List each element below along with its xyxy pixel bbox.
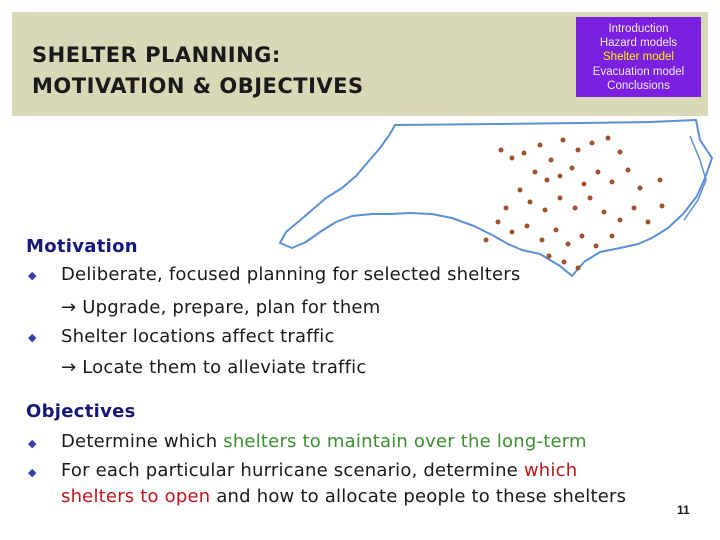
shelter-marker xyxy=(549,158,554,163)
nav-item-evacuation-model[interactable]: Evacuation model xyxy=(592,65,685,78)
shelter-marker xyxy=(545,178,550,183)
objectives-bullet-1-highlight: shelters to maintain over the long-term xyxy=(223,431,587,452)
shelter-marker xyxy=(580,234,585,239)
motivation-sub-1 xyxy=(61,297,380,318)
shelter-marker xyxy=(566,242,571,247)
motivation-heading: Motivation xyxy=(26,236,138,257)
shelter-marker xyxy=(484,238,489,243)
shelter-marker xyxy=(646,220,651,225)
objectives-bullet-1-text: Determine which xyxy=(61,431,224,452)
nav-item-conclusions[interactable]: Conclusions xyxy=(607,79,670,92)
slide-title-line-2: MOTIVATION & OBJECTIVES xyxy=(32,74,364,98)
shelter-marker xyxy=(554,228,559,233)
objectives-bullet-2-post: and how to allocate people to these shelters xyxy=(210,486,627,507)
shelter-marker xyxy=(658,178,663,183)
shelter-marker xyxy=(538,143,543,148)
nav-item-introduction[interactable]: Introduction xyxy=(608,23,669,35)
shelter-marker xyxy=(610,180,615,185)
state-outline xyxy=(280,120,712,276)
shelter-marker xyxy=(558,174,563,179)
shelter-marker xyxy=(518,188,523,193)
shelter-marker xyxy=(660,204,665,209)
objectives-bullet-1 xyxy=(61,431,587,452)
shelter-marker xyxy=(558,196,563,201)
shelter-marker xyxy=(573,206,578,211)
objectives-bullet-2-cont xyxy=(61,486,626,507)
shelter-marker xyxy=(618,150,623,155)
shelter-marker xyxy=(588,196,593,201)
shelter-marker xyxy=(576,148,581,153)
motivation-sub-2-text: Locate them to alleviate traffic xyxy=(82,357,367,378)
shelter-marker xyxy=(618,218,623,223)
page-number: 11 xyxy=(677,503,690,517)
bullet-icon: ◆ xyxy=(28,466,37,479)
shelter-marker xyxy=(594,244,599,249)
motivation-sub-1-text: Upgrade, prepare, plan for them xyxy=(82,297,381,318)
shelter-marker xyxy=(496,220,501,225)
shelter-marker xyxy=(547,254,552,259)
shelter-marker xyxy=(596,170,601,175)
shelter-marker xyxy=(576,266,581,271)
arrow-right-icon: → xyxy=(61,297,83,318)
slide-title-line-1: SHELTER PLANNING: xyxy=(32,43,281,67)
shelter-marker xyxy=(610,234,615,239)
bullet-icon: ◆ xyxy=(28,331,37,344)
shelter-marker xyxy=(602,210,607,215)
shelter-marker xyxy=(499,148,504,153)
nav-item-hazard-models[interactable]: Hazard models xyxy=(599,37,678,50)
shelter-marker xyxy=(543,208,548,213)
shelter-marker xyxy=(562,260,567,265)
shelter-marker xyxy=(504,206,509,211)
shelter-marker xyxy=(561,138,566,143)
motivation-sub-2 xyxy=(61,357,366,378)
shelter-marker xyxy=(570,166,575,171)
arrow-right-icon: → xyxy=(61,357,83,378)
shelter-marker xyxy=(522,151,527,156)
shelter-marker xyxy=(540,238,545,243)
shelter-marker xyxy=(528,200,533,205)
shelter-marker xyxy=(638,186,643,191)
objectives-bullet-2-highlight-a: which xyxy=(523,460,578,481)
shelter-marker xyxy=(510,230,515,235)
shelter-marker xyxy=(510,156,515,161)
nav-item-shelter-model[interactable]: Shelter model xyxy=(603,51,674,64)
shelter-marker xyxy=(632,206,637,211)
shelter-marker xyxy=(533,170,538,175)
shelter-marker xyxy=(606,136,611,141)
motivation-bullet-1: Deliberate, focused planning for selected shelters xyxy=(61,264,521,285)
shelter-marker xyxy=(626,168,631,173)
objectives-bullet-2 xyxy=(61,460,577,481)
bullet-icon: ◆ xyxy=(28,437,37,450)
shelter-marker xyxy=(525,224,530,229)
bullet-icon: ◆ xyxy=(28,269,37,282)
shelter-marker xyxy=(582,182,587,187)
objectives-bullet-2-text: For each particular hurricane scenario, determine xyxy=(61,460,524,481)
shelter-marker xyxy=(590,141,595,146)
shelter-markers xyxy=(484,136,665,271)
objectives-bullet-2-highlight-b: shelters to open xyxy=(61,486,211,507)
motivation-bullet-2: Shelter locations affect traffic xyxy=(61,326,335,347)
objectives-heading: Objectives xyxy=(26,401,136,422)
